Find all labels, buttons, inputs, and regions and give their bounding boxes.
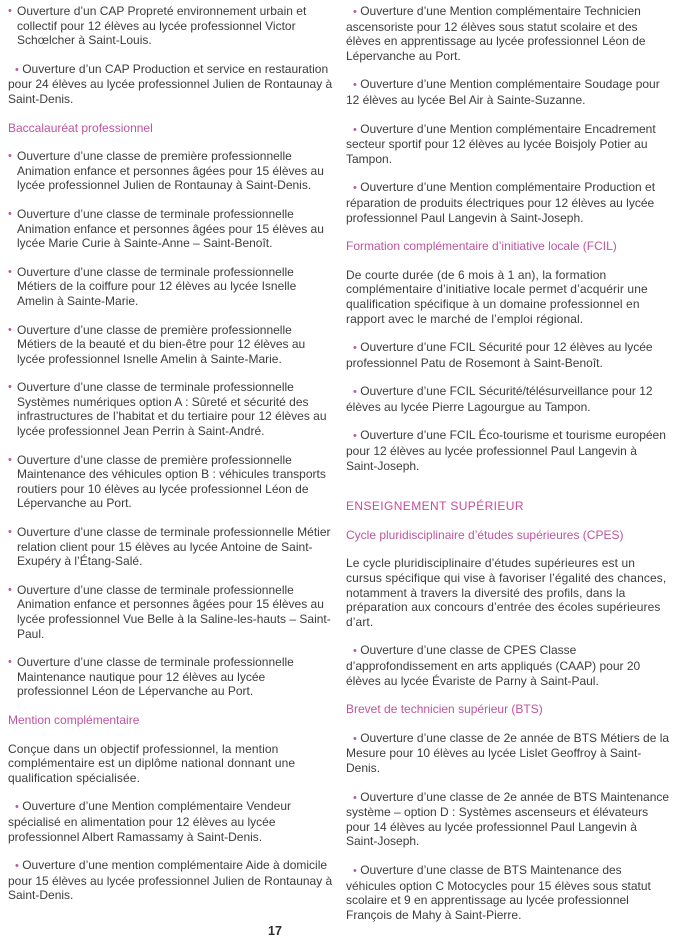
- bullet-icon: •: [353, 864, 357, 877]
- bullet-item-text: Ouverture d’une Mention complémentaire Encadrement secteur sportif pour 12 élèves au lycée Boisjoly Potier au Tampon.: [346, 121, 656, 166]
- bullet-item: [8, 525, 333, 569]
- bullet-item-text: Ouverture d’une classe de 2e année de BTS Métiers de la Mesure pour 10 élèves au lycée Lislet Geoffroy à Saint-Denis.: [346, 730, 670, 775]
- bullet-icon: •: [15, 860, 19, 873]
- bullet-icon: •: [353, 732, 357, 745]
- subsection-heading: Brevet de technicien supérieur (BTS): [346, 702, 543, 717]
- bullet-icon: •: [353, 430, 357, 443]
- bullet-item: [8, 583, 333, 641]
- bullet-item: [346, 863, 670, 922]
- bullet-item-text: Ouverture d’une Mention complémentaire Soudage pour 12 élèves au lycée Bel Air à Sainte-Suzanne.: [346, 77, 660, 107]
- bullet-icon: •: [353, 645, 357, 658]
- bullet-icon: •: [8, 323, 12, 336]
- bullet-item-text: Ouverture d’une classe de terminale professionnelle Animation enfance et personnes âgées pour 15 élèves au lycée professionnel Vue Belle à la Saline-les-hauts – Saint-Paul.: [17, 582, 331, 641]
- bullet-item: [8, 4, 333, 48]
- bullet-item-text: Ouverture d’une classe de CPES Classe d’approfondissement en arts appliqués (CAAP) pour 20 élèves au lycée Évariste de Parny à Saint-Paul.: [346, 643, 641, 688]
- bullet-item-text: Ouverture d’une FCIL Sécurité/télésurveillance pour 12 élèves au lycée Pierre Lagourgue au Tampon.: [346, 384, 653, 414]
- subsection-heading: Formation complémentaire d’initiative locale (FCIL): [346, 239, 617, 254]
- bullet-icon: •: [353, 386, 357, 399]
- bullet-item: [346, 4, 670, 63]
- bullet-item-text: Ouverture d’une classe de première professionnelle Métiers de la beauté et du bien-être pour 12 élèves au lycée professionnel Isnelle Amelin à Sainte-Marie.: [17, 322, 306, 366]
- intro-paragraph: De courte durée (de 6 mois à 1 an), la formation complémentaire d’initiative locale permet d’acquérir une qualification spécifique à un domaine professionnel en rapport avec le marché de l’emploi régional.: [346, 267, 648, 326]
- subsection-heading: Baccalauréat professionnel: [8, 120, 153, 135]
- bullet-icon: •: [353, 79, 357, 92]
- bullet-icon: •: [353, 791, 357, 804]
- bullet-item: [8, 62, 333, 107]
- bullet-item: [8, 380, 333, 438]
- bullet-item-text: Ouverture d’une classe de BTS Maintenance des véhicules option C Motocycles pour 15 élèves sous statut scolaire et 9 en apprentissage au lycée professionnel François de Mahy à Saint-Pierre.: [346, 862, 651, 922]
- bullet-item-text: Ouverture d’une classe de 2e année de BTS Maintenance système – option D : Systèmes ascenseurs et élévateurs pour 14 élèves au lycée professionnel Paul Langevin à Saint-Joseph.: [346, 789, 670, 849]
- bullet-item-text: Ouverture d’une FCIL Sécurité pour 12 élèves au lycée professionnel Patu de Rosemont à Saint-Benoît.: [346, 340, 653, 370]
- bullet-icon: •: [8, 526, 12, 539]
- bullet-item: [346, 428, 670, 473]
- bullet-item-text: Ouverture d’une classe de terminale professionnelle Maintenance nautique pour 12 élèves au lycée professionnel Léon de Lépervanche au Port.: [17, 655, 294, 699]
- bullet-icon: •: [8, 583, 12, 596]
- bullet-icon: •: [353, 342, 357, 355]
- bullet-item: [8, 858, 333, 903]
- bullet-item: [346, 180, 670, 225]
- left-column: [8, 4, 333, 917]
- bullet-item: [346, 384, 670, 414]
- bullet-item-text: Ouverture d’une Mention complémentaire Vendeur spécialisé en alimentation pour 12 élèves au lycée professionnel Albert Ramassamy à Saint-Denis.: [8, 799, 292, 844]
- bullet-item: [8, 799, 333, 844]
- intro-paragraph: Le cycle pluridisciplinaire d’études supérieures est un cursus spécifique qui vise à favoriser l’égalité des chances, notamment à travers la diversité des profils, dans la préparation aux concours d’entrée des écoles supérieures d’art.: [346, 556, 667, 629]
- bullet-item-text: Ouverture d’un CAP Production et service en restauration pour 24 élèves au lycée professionnel Julien de Rontaunay à Saint-Denis.: [8, 61, 333, 106]
- bullet-item: [8, 207, 333, 251]
- page-number: 17: [268, 924, 282, 938]
- bullet-item-text: Ouverture d’une classe de terminale professionnelle Animation enfance et personnes âgées pour 15 élèves au lycée Marie Curie à Sainte-Anne – Saint-Benoît.: [17, 206, 324, 251]
- bullet-item: [346, 77, 670, 107]
- bullet-item: [8, 323, 333, 367]
- bullet-item-text: Ouverture d’une classe de terminale professionnelle Systèmes numériques option A : Sûreté et sécurité des infrastructures de l’habitat et du tertiaire pour 12 élèves au lycée professionnel Jean Perrin à Saint-André.: [17, 380, 327, 439]
- bullet-item-text: Ouverture d’une classe de première professionnelle Animation enfance et personnes âgées pour 15 élèves au lycée professionnel Julien de Rontaunay à Saint-Denis.: [17, 149, 324, 193]
- bullet-item-text: Ouverture d’une classe de première professionnelle Maintenance des véhicules option B : véhicules transports routiers pour 10 élèves au lycée professionnel Léon de Lépervanche au Port.: [17, 452, 326, 511]
- bullet-icon: •: [8, 150, 12, 163]
- bullet-item-text: Ouverture d’une FCIL Éco-tourisme et tourisme européen pour 12 élèves au lycée professionnel Paul Langevin à Saint-Joseph.: [346, 428, 666, 473]
- bullet-icon: •: [8, 207, 12, 220]
- right-column: [346, 4, 670, 936]
- bullet-item: [346, 643, 670, 688]
- bullet-icon: •: [15, 801, 19, 814]
- bullet-icon: •: [8, 656, 12, 669]
- bullet-item: [346, 122, 670, 167]
- bullet-icon: •: [353, 182, 357, 195]
- bullet-item-text: Ouverture d’une Mention complémentaire Production et réparation de produits électriques pour 12 élèves au lycée professionnel Paul Langevin à Saint-Joseph.: [346, 180, 656, 225]
- bullet-item-text: Ouverture d’une classe de terminale professionnelle Métiers de la coiffure pour 12 élèves au lycée Isnelle Amelin à Sainte-Marie.: [17, 264, 297, 308]
- bullet-item: [8, 149, 333, 193]
- bullet-item: [8, 655, 333, 699]
- section-heading: ENSEIGNEMENT SUPÉRIEUR: [346, 499, 524, 514]
- bullet-icon: •: [15, 63, 19, 76]
- bullet-item-text: Ouverture d’une Mention complémentaire Technicien ascensoriste pour 12 élèves sous statut scolaire et des élèves en apprentissage au lycée professionnel Léon de Lépervanche au Port.: [346, 4, 646, 63]
- bullet-icon: •: [353, 6, 357, 18]
- bullet-icon: •: [8, 453, 12, 466]
- bullet-icon: •: [8, 265, 12, 278]
- bullet-item: [346, 340, 670, 370]
- subsection-heading: Cycle pluridisciplinaire d’études supérieures (CPES): [346, 527, 624, 542]
- intro-paragraph: Conçue dans un objectif professionnel, la mention complémentaire est un diplôme national donnant une qualification spécialisée.: [8, 741, 296, 785]
- bullet-item: [8, 453, 333, 511]
- bullet-item: [8, 265, 333, 309]
- bullet-item-text: Ouverture d’un CAP Propreté environnement urbain et collectif pour 12 élèves au lycée professionnel Victor Schœlcher à Saint-Louis.: [17, 4, 307, 48]
- bullet-item: [346, 790, 670, 849]
- bullet-icon: •: [8, 381, 12, 394]
- bullet-icon: •: [8, 5, 12, 17]
- bullet-item: [346, 731, 670, 776]
- bullet-icon: •: [353, 123, 357, 136]
- bullet-item-text: Ouverture d’une mention complémentaire Aide à domicile pour 15 élèves au lycée professionnel Julien de Rontaunay à Saint-Denis.: [8, 858, 333, 903]
- subsection-heading: Mention complémentaire: [8, 712, 140, 727]
- bullet-item-text: Ouverture d’une classe de terminale professionnelle Métier relation client pour 15 élèves au lycée Antoine de Saint-Exupéry à l’Étang-Salé.: [17, 525, 331, 569]
